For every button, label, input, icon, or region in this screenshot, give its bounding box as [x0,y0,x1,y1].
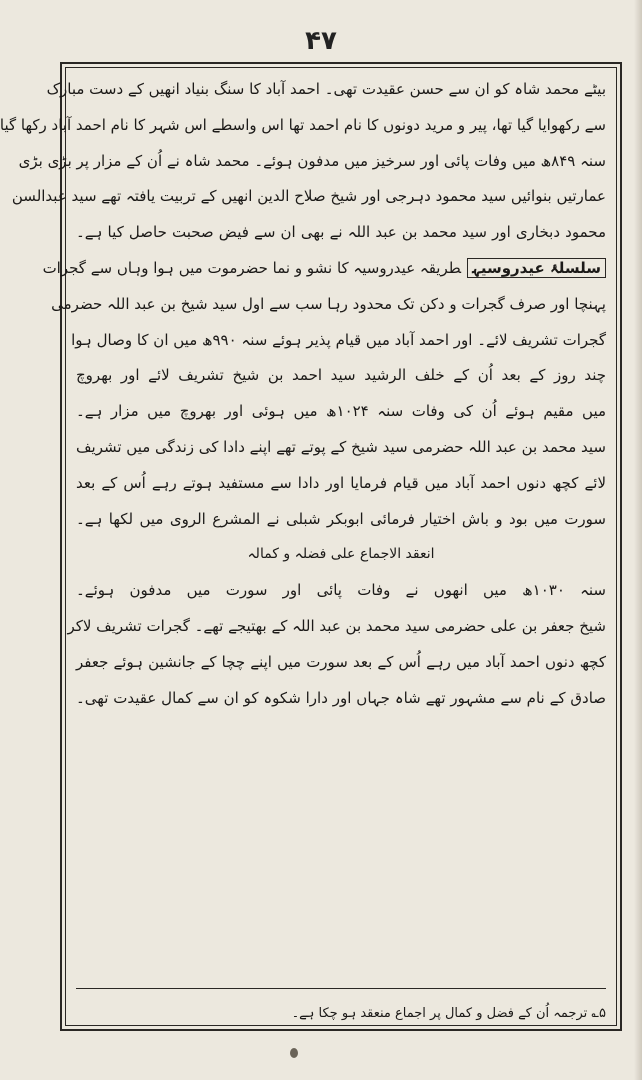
body-text [0,72,607,989]
text-line: سورت میں بود و باش اختیار فرمائی ابوبکر شبلی نے المشرع الروی میں لکھا ہے۔ [76,509,606,528]
text-line: سنہ ۸۴۹ھ میں وفات پائی اور سرخیز میں مدفون ہوئے۔ محمد شاہ نے اُن کے مزار پر بڑی بڑی [18,151,606,170]
text-line: کچھ دنوں احمد آباد میں رہے اُس کے بعد سورت میں اپنے چچا کے جانشین ہوئے جعفر [76,652,606,671]
section-heading-box: سلسلۂ عیدروسیہ [467,258,606,278]
text-line: صادق کے نام سے مشہور تھے شاہ جہاں اور دارا شکوہ کو ان سے کمال عقیدت تھی۔ [76,688,606,707]
text-line: پہنچا اور صرف گجرات و دکن تک محدود رہا سب سے اول سید شیخ بن عبد اللہ حضرمی [51,294,606,313]
ink-smudge [290,1048,298,1058]
text-line: لائے کچھ دنوں احمد آباد میں قیام فرمایا اور دادا سے مستفید ہوتے رہے اُس کے بعد [76,473,606,492]
text-line-with-heading [42,251,606,287]
text-line: بیٹے محمد شاہ کو ان سے حسن عقیدت تھی۔ احمد آباد کا سنگ بنیاد انھیں کے دست مبارک [46,80,606,98]
text-line: سید محمد بن عبد اللہ حضرمی سید شیخ کے پوتے تھے اپنے دادا کی زندگی میں تشریف [76,437,606,456]
page-edge [634,0,642,1080]
text-frame [0,62,622,1031]
text-line: سے رکھوایا گیا تھا، پیر و مرید دونوں کا نام احمد تھا اس واسطے اس شہر کا نام احمد آباد رکھا گیا [0,115,606,134]
text-line: گجرات تشریف لائے۔ اور احمد آباد میں قیام پذیر ہوئے سنہ ۹۹۰ھ میں ان کا وصال ہوا [71,330,606,349]
arabic-quotation: انعقد الاجماع علی فضلہ و کمالہ [247,546,435,563]
text-line: عمارتیں بنوائیں سید محمود دہرجی اور شیخ صلاح الدین انھیں کے تربیت یافتہ تھے سید عبدالسن [11,187,606,206]
page-number: ۴۷ [305,26,337,56]
text-line: چند روز کے بعد اُن کے خلف الرشید سید احمد بن شیخ تشریف لائے اور بھروچ [76,366,606,385]
text-line: میں مقیم ہوئے اُن کی وفات سنہ ۱۰۲۴ھ میں ہوئی اور بھروچ میں مزار ہے۔ [76,402,607,421]
footnote: ۵؎ ترجمہ اُن کے فضل و کمال پر اجماع منعقد ہو چکا ہے۔ [291,1006,606,1021]
text-line: طریقہ عیدروسیہ کا نشو و نما حضرموت میں ہوا وہاں سے گجرات [42,258,462,277]
text-line: شیخ جعفر بن علی حضرمی سید محمد بن عبد اللہ کے بھتیجے تھے۔ گجرات تشریف لاکر [67,616,606,635]
text-line: محمود دبخاری اور سید محمد بن عبد اللہ نے بھی ان سے فیض صحبت حاصل کیا ہے۔ [76,223,606,242]
footnote-divider [76,988,606,989]
text-line: سنہ ۱۰۳۰ھ میں انھوں نے وفات پائی اور سورت میں مدفون ہوئے۔ [76,581,606,600]
